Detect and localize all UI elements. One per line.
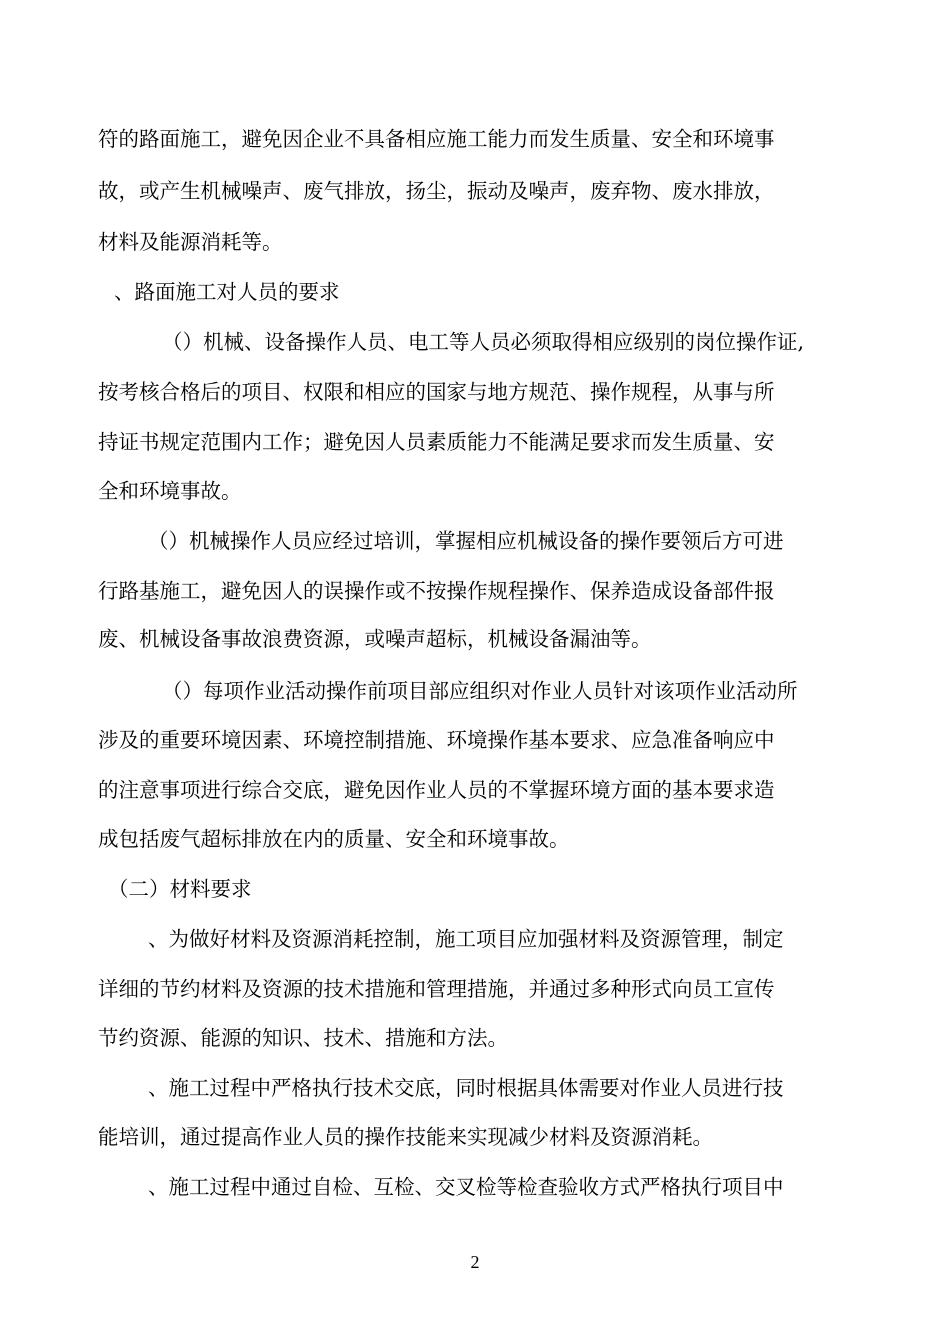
paragraph-4-line-1: （）每项作业活动操作前项目部应组织对作业人员针对该项作业活动所 xyxy=(162,679,798,703)
page-number: 2 xyxy=(470,1252,480,1272)
paragraph-5-line-2: 详细的节约材料及资源的技术措施和管理措施，并通过多种形式向员工宣传 xyxy=(98,977,775,1001)
paragraph-3-line-1: （）机械操作人员应经过培训，掌握相应机械设备的操作要领后方可进 xyxy=(148,529,784,553)
paragraph-4-line-3: 的注意事项进行综合交底，避免因作业人员的不掌握环境方面的基本要求造 xyxy=(98,778,775,802)
paragraph-1-line-2: 故，或产生机械噪声、废气排放，扬尘，振动及噪声，废弃物、废水排放， xyxy=(98,179,775,203)
paragraph-6-line-1: 、施工过程中严格执行技术交底，同时根据具体需要对作业人员进行技 xyxy=(148,1076,784,1100)
paragraph-5-line-3: 节约资源、能源的知识、技术、措施和方法。 xyxy=(98,1026,508,1050)
paragraph-6-line-2: 能培训，通过提高作业人员的操作技能来实现减少材料及资源消耗。 xyxy=(98,1125,713,1149)
paragraph-3-line-2: 行路基施工，避免因人的误操作或不按操作规程操作、保养造成设备部件报 xyxy=(98,579,775,603)
paragraph-5-line-1: 、为做好材料及资源消耗控制，施工项目应加强材料及资源管理，制定 xyxy=(148,927,784,951)
paragraph-2-line-1: （）机械、设备操作人员、电工等人员必须取得相应级别的岗位操作证, xyxy=(162,330,805,354)
paragraph-2-line-2: 按考核合格后的项目、权限和相应的国家与地方规范、操作规程，从事与所 xyxy=(98,380,775,404)
paragraph-2-line-4: 全和环境事故。 xyxy=(98,479,242,503)
paragraph-3-line-3: 废、机械设备事故浪费资源，或噪声超标，机械设备漏油等。 xyxy=(98,627,652,651)
paragraph-4-line-4: 成包括废气超标排放在内的质量、安全和环境事故。 xyxy=(98,827,570,851)
heading-personnel-requirements: 、路面施工对人员的要求 xyxy=(114,280,340,304)
paragraph-7-line-1: 、施工过程中通过自检、互检、交叉检等检查验收方式严格执行项目中 xyxy=(148,1175,784,1199)
heading-materials-requirements: （二）材料要求 xyxy=(108,877,252,901)
paragraph-1-line-3: 材料及能源消耗等。 xyxy=(98,230,283,254)
paragraph-1-line-1: 符的路面施工，避免因企业不具备相应施工能力而发生质量、安全和环境事 xyxy=(98,127,775,151)
paragraph-2-line-3: 持证书规定范围内工作；避免因人员素质能力不能满足要求而发生质量、安 xyxy=(98,430,775,454)
paragraph-4-line-2: 涉及的重要环境因素、环境控制措施、环境操作基本要求、应急准备响应中 xyxy=(98,728,775,752)
